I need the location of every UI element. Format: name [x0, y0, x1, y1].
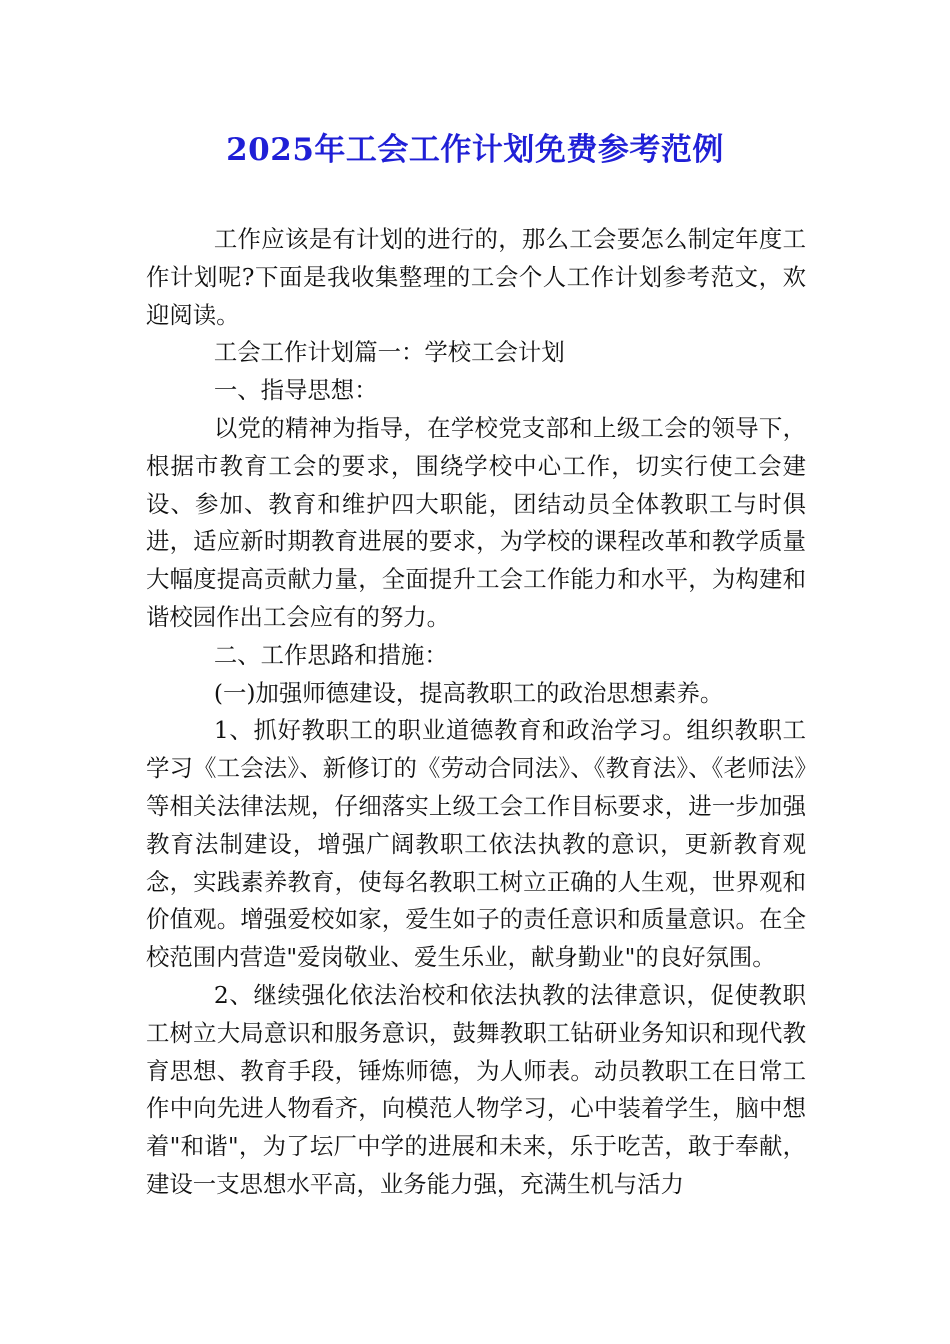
document-body	[146, 221, 806, 1204]
guiding-thought-paragraph: 以党的精神为指导，在学校党支部和上级工会的领导下，根据市教育工会的要求，围绕学校中心工作，切实行使工会建设、参加、教育和维护四大职能，团结动员全体教职工与时俱进，适应新时期教育进展的要求，为学校的课程改革和教学质量大幅度提高贡献力量，全面提升工会工作能力和水平，为构建和谐校园作出工会应有的努力。	[146, 413, 806, 631]
subsection-heading-ethics: (一)加强师德建设，提高教职工的政治思想素养。	[213, 678, 724, 707]
section-heading-work-ideas: 二、工作思路和措施：	[213, 640, 448, 669]
section-heading-guiding-thought: 一、指导思想：	[213, 376, 378, 405]
section-heading-plan-1: 工会工作计划篇一：学校工会计划	[213, 338, 565, 367]
document-title: 2025年工会工作计划免费参考范例	[226, 132, 724, 168]
intro-paragraph: 工作应该是有计划的进行的，那么工会要怎么制定年度工作计划呢?下面是我收集整理的工会个人工作计划参考范文，欢迎阅读。	[146, 225, 806, 329]
item-paragraph-2: 2、继续强化依法治校和依法执教的法律意识，促使教职工树立大局意识和服务意识，鼓舞教职工钻研业务知识和现代教育思想、教育手段，锤炼师德，为人师表。动员教职工在日常工作中向先进人物看齐，向模范人物学习，心中装着学生，脑中想着"和谐"，为了坛厂中学的进展和未来，乐于吃苦，敢于奉献，建设一支思想水平高，业务能力强，充满生机与活力	[146, 980, 806, 1198]
item-paragraph-1: 1、抓好教职工的职业道德教育和政治学习。组织教职工学习《工会法》、新修订的《劳动合同法》、《教育法》、《老师法》等相关法律法规，仔细落实上级工会工作目标要求，进一步加强教育法制建设，增强广阔教职工依法执教的意识，更新教育观念，实践素养教育，使每名教职工树立正确的人生观，世界观和价值观。增强爱校如家，爱生如子的责任意识和质量意识。在全校范围内营造"爱岗敬业、爱生乐业，献身勤业"的良好氛围。	[146, 716, 806, 972]
